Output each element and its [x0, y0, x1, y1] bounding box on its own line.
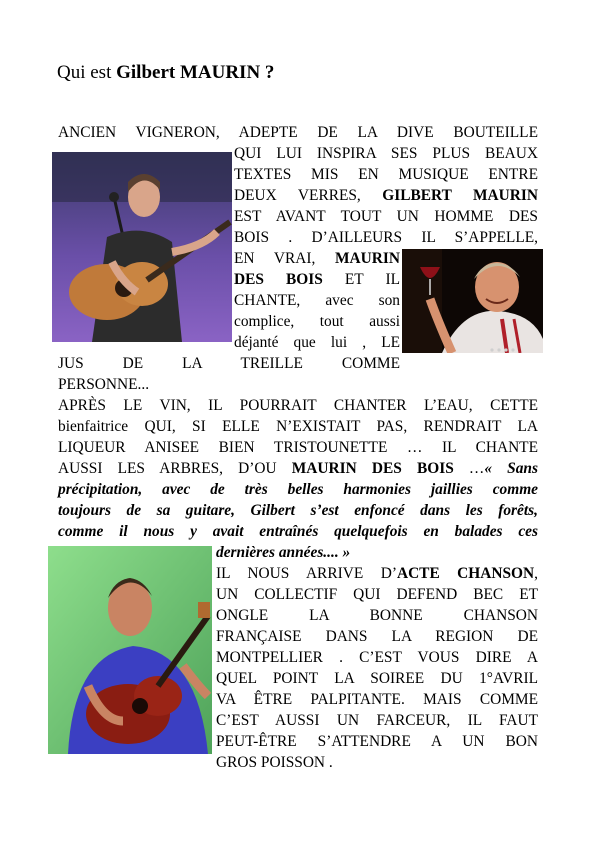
text-line	[216, 626, 538, 647]
text-line	[58, 521, 538, 542]
text-segment: EST AVANT TOUT UN HOMME DES	[234, 208, 538, 225]
text-segment: DEUX VERRES,	[234, 187, 383, 204]
text-segment: CHANTE, avec son	[234, 292, 400, 309]
text-segment: toujours de sa guitare, Gilbert s’est enfoncé dans les forêts,	[58, 502, 538, 519]
text-line	[234, 143, 538, 164]
text-segment: DES BOIS	[234, 271, 323, 288]
text-segment: JUS DE LA TREILLE COMME	[58, 355, 400, 372]
text-line	[58, 479, 538, 500]
photo-wine-toast	[402, 249, 543, 353]
text-segment: …	[453, 460, 485, 477]
text-segment: ONGLE LA BONNE CHANSON	[216, 607, 538, 624]
text-segment: FRANÇAISE DANS LA REGION DE	[216, 628, 538, 645]
page-title	[57, 62, 274, 84]
text-line	[216, 752, 538, 773]
photo-stage-guitarist	[52, 152, 232, 342]
text-segment: précipitation, avec de très belles harmonies jaillies comme	[58, 481, 538, 498]
text-segment: ,	[534, 565, 539, 582]
text-segment: PEUT-ÊTRE S’ATTENDRE A UN BON	[216, 733, 538, 750]
text-line	[234, 227, 538, 248]
text-segment: GILBERT MAURIN	[382, 187, 538, 204]
text-segment: LIQUEUR ANISEE BIEN TRISTOUNETTE … IL CHANTE	[58, 439, 538, 456]
text-segment: UN COLLECTIF QUI DEFEND BEC ET	[216, 586, 538, 603]
text-segment: comme il nous y avait entraînés quelquefois en balades ces	[58, 523, 538, 540]
text-segment: IL NOUS ARRIVE D’	[216, 565, 397, 582]
text-line	[216, 731, 538, 752]
text-line	[58, 353, 400, 374]
text-segment: ET IL	[322, 271, 401, 288]
text-line	[216, 710, 538, 731]
text-segment: ANCIEN VIGNERON, ADEPTE DE LA DIVE BOUTEILLE	[58, 124, 538, 141]
text-line	[58, 374, 400, 395]
text-line	[58, 437, 538, 458]
text-line	[234, 206, 538, 227]
text-line	[216, 605, 538, 626]
text-segment: GROS POISSON .	[216, 754, 333, 771]
text-segment: APRÈS LE VIN, IL POURRAIT CHANTER L’EAU, CETTE	[58, 397, 538, 414]
title-prefix: Qui est	[57, 62, 117, 83]
text-line	[234, 164, 538, 185]
text-line	[234, 185, 538, 206]
text-line	[58, 500, 538, 521]
text-line	[216, 689, 538, 710]
text-segment: QUEL POINT LA SOIREE DU 1°AVRIL	[216, 670, 538, 687]
text-line	[58, 458, 538, 479]
text-segment: MAURIN	[335, 250, 400, 267]
text-segment: MAURIN DES BOIS	[291, 460, 454, 477]
text-line	[216, 668, 538, 689]
text-line	[234, 332, 400, 353]
text-segment: MONTPELLIER . C’EST VOUS DIRE A	[216, 649, 538, 666]
text-segment: PERSONNE...	[58, 376, 150, 393]
text-line	[216, 563, 538, 584]
text-line	[216, 584, 538, 605]
text-segment: déjanté que lui , LE	[234, 334, 400, 351]
text-segment: EN VRAI,	[234, 250, 336, 267]
text-line	[234, 311, 400, 332]
text-segment: complice, tout aussi	[234, 313, 400, 330]
text-segment: AUSSI LES ARBRES, D’OU	[58, 460, 292, 477]
text-line	[234, 290, 400, 311]
text-segment: TEXTES MIS EN MUSIQUE ENTRE	[234, 166, 538, 183]
text-segment: VA ÊTRE PALPITANTE. MAIS COMME	[216, 691, 538, 708]
text-segment: C’EST AUSSI UN FARCEUR, IL FAUT	[216, 712, 538, 729]
text-line	[58, 416, 538, 437]
title-name: Gilbert MAURIN ?	[116, 62, 275, 83]
text-line	[216, 647, 538, 668]
text-line	[234, 248, 400, 269]
photo-green-guitarist	[48, 546, 212, 754]
text-line	[58, 395, 538, 416]
text-segment: bienfaitrice QUI, SI ELLE N’EXISTAIT PAS, RENDRAIT LA	[58, 418, 538, 435]
text-segment: « Sans	[484, 460, 538, 477]
text-line	[234, 269, 400, 290]
text-segment: ACTE CHANSON	[396, 565, 535, 582]
text-segment: QUI LUI INSPIRA SES PLUS BEAUX	[234, 145, 538, 162]
text-line	[216, 542, 538, 563]
text-segment: dernières années.... »	[216, 544, 351, 561]
text-line	[58, 122, 538, 143]
text-segment: BOIS . D’AILLEURS IL S’APPELLE,	[234, 229, 538, 246]
